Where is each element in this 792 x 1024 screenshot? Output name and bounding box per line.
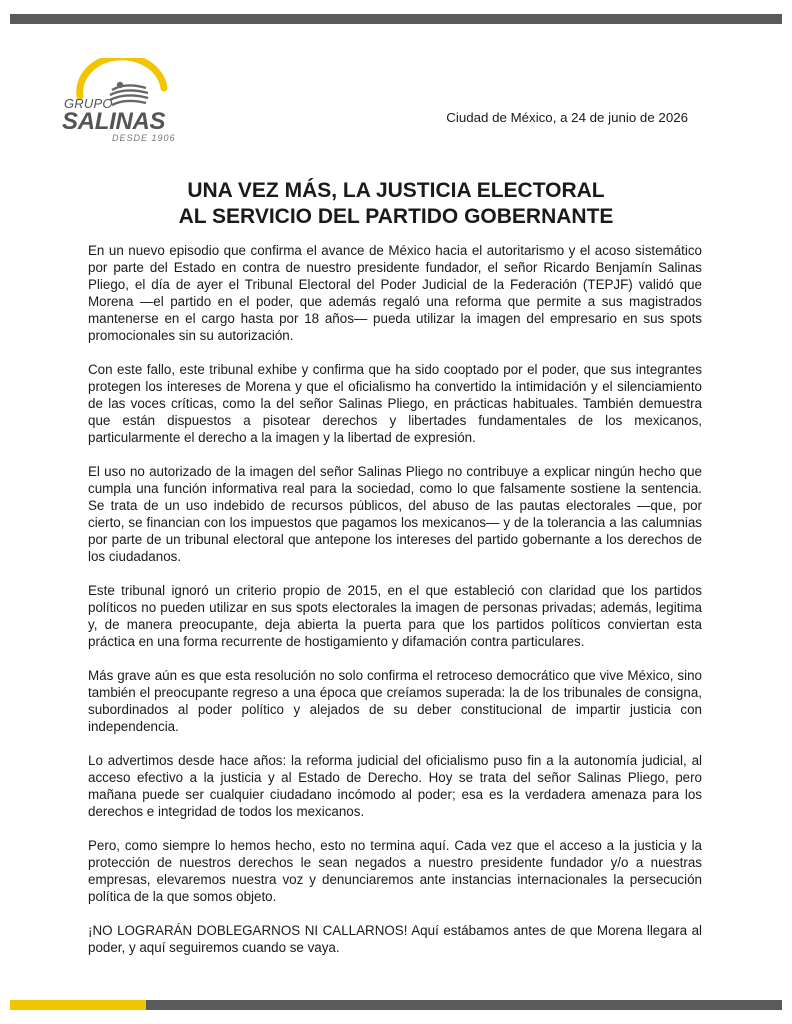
logo-tagline: DESDE 1906 <box>112 133 176 143</box>
logo-salinas-text: SALINAS <box>62 108 166 135</box>
bottom-accent-bar <box>10 1000 146 1010</box>
grupo-salinas-logo <box>60 58 178 144</box>
paragraph: Este tribunal ignoró un criterio propio de 2015, en el que estableció con claridad que los partidos políticos no pueden utilizar en sus spots electorales la imagen de personas privadas; además, legitima y, de manera preocupante, deja abierta la puerta para que los partidos políticos conviertan esta práctica en una forma recurrente de hostigamiento y difamación contra particulares. <box>88 583 702 649</box>
title-line-2: AL SERVICIO DEL PARTIDO GOBERNANTE <box>178 205 614 228</box>
paragraph: Pero, como siempre lo hemos hecho, esto no termina aquí. Cada vez que el acceso a la justicia y la protección de nuestros derechos le sean negados a nuestro presidente fundador y/o a nuestras empresas, elevaremos nuestra voz y denunciaremos ante instancias internacionales la persecución política de la que somos objeto. <box>88 838 702 904</box>
paragraph: Más grave aún es que esta resolución no solo confirma el retroceso democrático que vive México, sino también el preocupante regreso a una época que creíamos superada: la de los tribunales de consigna, subordinados al poder político y alejados de su deber constitucional de impartir justicia con independencia. <box>88 668 702 734</box>
paragraph: Con este fallo, este tribunal exhibe y confirma que ha sido cooptado por el poder, que sus integrantes protegen los intereses de Morena y que el oficialismo ha convertido la intimidación y el silenciamiento de las voces críticas, como la del señor Salinas Pliego, en prácticas habituales. También demuestra que están dispuestos a pisotear derechos y libertades fundamentales de los mexicanos, particularmente el derecho a la imagen y la libertad de expresión. <box>88 362 702 445</box>
paragraph: En un nuevo episodio que confirma el avance de México hacia el autoritarismo y el acoso sistemático por parte del Estado en contra de nuestro presidente fundador, el señor Ricardo Benjamín Salinas Pliego, el día de ayer el Tribunal Electoral del Poder Judicial de la Federación (TEPJF) validó que Morena —el partido en el poder, que además regaló una reforma que permite a sus magistrados mantenerse en el cargo hasta por 18 años— pueda utilizar la imagen del empresario en sus spots promocionales sin su autorización. <box>88 243 702 343</box>
logo-grupo-text: GRUPO <box>64 96 113 111</box>
document-body <box>88 242 702 973</box>
paragraph: ¡NO LOGRARÁN DOBLEGARNOS NI CALLARNOS! Aquí estábamos antes de que Morena llegara al poder, y aquí seguiremos cuando se vaya. <box>88 923 702 955</box>
paragraph: El uso no autorizado de la imagen del señor Salinas Pliego no contribuye a explicar ningún hecho que cumpla una función informativa real para la sociedad, como lo que falsamente sostiene la sentencia. Se trata de un uso indebido de recursos públicos, del abuso de las pautas electorales —que, por cierto, se financian con los impuestos que pagamos los mexicanos— y de la tolerancia a las calumnias por parte de un tribunal electoral que antepone los intereses del partido gobernante a los derechos de los ciudadanos. <box>88 464 702 564</box>
top-divider-bar <box>10 14 782 24</box>
dateline: Ciudad de México, a 24 de junio de 2026 <box>446 110 688 125</box>
document-title <box>60 178 732 230</box>
paragraph: Lo advertimos desde hace años: la reforma judicial del oficialismo puso fin a la autonomía judicial, al acceso efectivo a la justicia y al Estado de Derecho. Hoy se trata del señor Salinas Pliego, pero mañana puede ser cualquier ciudadano incómodo al poder; esa es la verdadera amenaza para los derechos e integridad de todos los mexicanos. <box>88 753 702 819</box>
title-line-1: UNA VEZ MÁS, LA JUSTICIA ELECTORAL <box>187 179 605 202</box>
